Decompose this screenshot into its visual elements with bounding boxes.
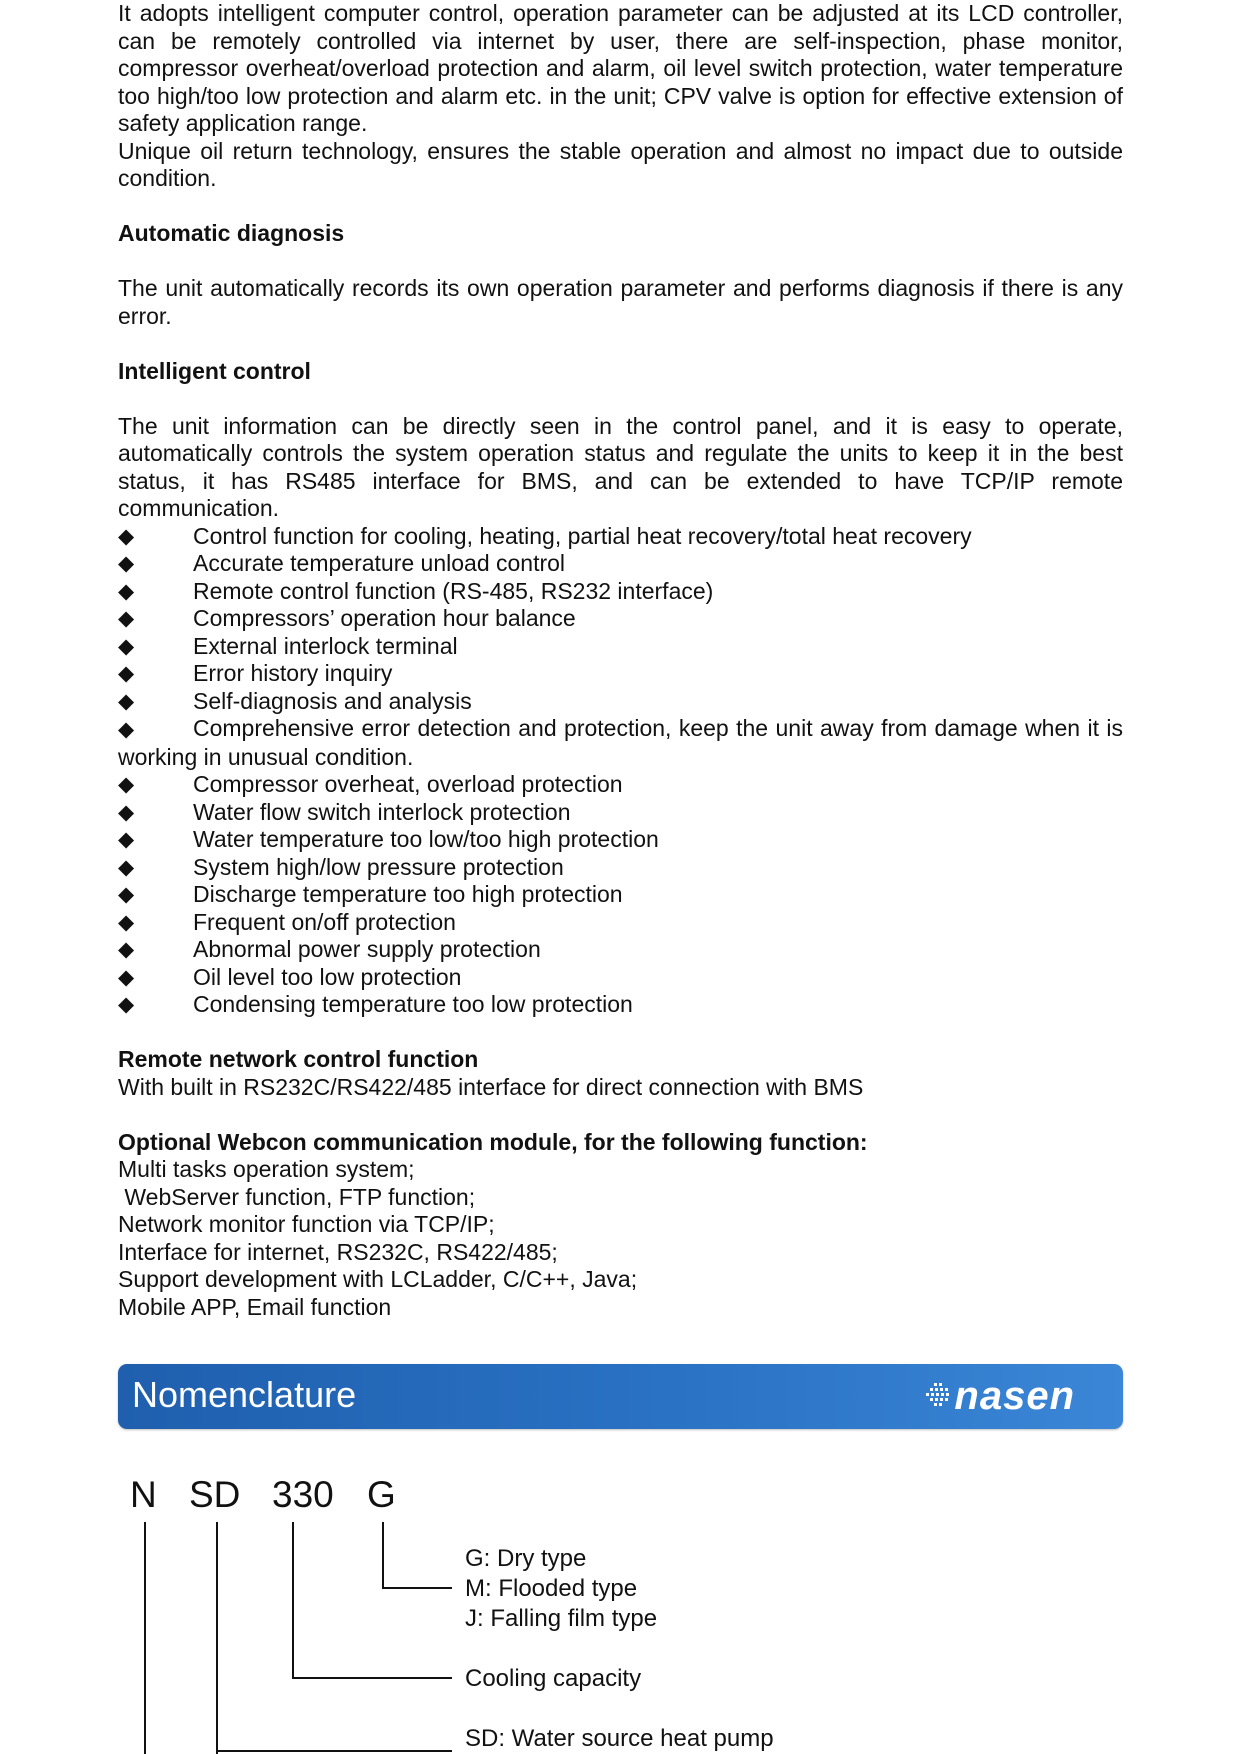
webcon-line: WebServer function, FTP function; [118,1183,476,1210]
list-item-label: Error history inquiry [193,660,393,686]
logo-wordmark: nasen [954,1374,1075,1418]
code-part-sd: SD [189,1474,241,1515]
diamond-bullet-icon: ◆ [118,993,135,1016]
list-item-label: Compressors’ operation hour balance [193,605,576,631]
intelligent-control-heading: Intelligent control [118,357,311,384]
diamond-bullet-icon: ◆ [118,634,135,658]
list-item-label: Abnormal power supply protection [193,936,541,962]
type-option: M: Flooded type [465,1575,638,1602]
webcon-line: Support development with LCLadder, C/C++, Java; [118,1266,638,1292]
diamond-bullet-icon: ◆ [118,938,135,961]
automatic-diagnosis-heading: Automatic diagnosis [118,220,345,246]
code-part-capacity: 330 [272,1474,334,1515]
diamond-bullet-icon: ◆ [118,579,135,603]
capacity-label: Cooling capacity [465,1665,642,1692]
intro-paragraph-2: Unique oil return technology, ensures the stable operation and almost no impact due to outside condition. [118,137,1123,191]
diamond-bullet-icon: ◆ [118,662,135,685]
remote-control-heading: Remote network control function [118,1046,479,1072]
list-item-label: Compressor overheat, overload protection [193,771,623,797]
diamond-bullet-icon: ◆ [118,773,135,796]
list-item-label: Water flow switch interlock protection [193,798,571,825]
diamond-bullet-icon: ◆ [118,552,135,575]
automatic-diagnosis-text: The unit automatically records its own operation parameter and performs diagnosis if there is any error. [118,275,1123,329]
list-item-label: Comprehensive error detection and protection, keep the unit away from damage when it is working in unusual condition. [118,715,1123,770]
diamond-bullet-icon: ◆ [118,965,135,989]
list-item-label: Control function for cooling, heating, partial heat recovery/total heat recovery [193,522,972,549]
code-part-type: G [367,1474,396,1515]
diamond-bullet-icon: ◆ [118,910,135,934]
diamond-bullet-icon: ◆ [118,607,135,630]
webcon-line: Interface for internet, RS232C, RS422/485; [118,1238,558,1265]
list-item-label: Remote control function (RS-485, RS232 interface) [193,577,714,604]
list-item-label: External interlock terminal [193,632,458,659]
webcon-heading: Optional Webcon communication module, for the following function: [118,1128,868,1155]
diamond-bullet-icon: ◆ [118,524,135,548]
diamond-bullet-icon: ◆ [118,689,135,713]
diamond-bullet-icon: ◆ [118,855,135,879]
connector-type [383,1522,452,1588]
list-item-label: Water temperature too low/too high protection [193,826,659,852]
intro-paragraph-1: It adopts intelligent computer control, operation parameter can be adjusted at its LCD controller, can be remotely controlled via internet by user, there are self-inspection, phase monitor, compressor overheat/overload protection and alarm, oil level switch protection, water temperature too high/too low protection and alarm etc. in the unit; CPV valve is option for effective extension of safety application range. [118,0,1123,136]
webcon-line: Mobile APP, Email function [118,1293,392,1320]
diamond-bullet-icon: ◆ [118,718,135,741]
code-part-n: N [130,1474,157,1515]
banner-title: Nomenclature [132,1374,357,1415]
diamond-bullet-icon: ◆ [118,800,135,824]
series-label: SD: Water source heat pump [465,1725,774,1752]
list-item-label: Frequent on/off protection [193,908,456,935]
webcon-line: Multi tasks operation system; [118,1156,415,1182]
list-item-label: Condensing temperature too low protection [193,991,633,1017]
diamond-bullet-icon: ◆ [118,828,135,851]
list-item-label: Accurate temperature unload control [193,550,566,576]
list-item-label: Oil level too low protection [193,963,462,990]
webcon-line: Network monitor function via TCP/IP; [118,1211,495,1237]
list-item-label: Self-diagnosis and analysis [193,687,472,714]
list-item-label: System high/low pressure protection [193,853,564,880]
list-item-label: Discharge temperature too high protection [193,881,623,907]
connector-capacity [293,1522,452,1678]
intelligent-control-text: The unit information can be directly seen in the control panel, and it is easy to operate, automatically controls the system operation status and regulate the units to keep it in the best status, it has RS485 interface for BMS, and can be extended to have TCP/IP remote communication. [118,412,1123,521]
type-option: G: Dry type [465,1545,587,1572]
remote-control-text: With built in RS232C/RS422/485 interface for direct connection with BMS [118,1073,864,1100]
type-option: J: Falling film type [465,1605,658,1632]
diamond-bullet-icon: ◆ [118,883,135,906]
